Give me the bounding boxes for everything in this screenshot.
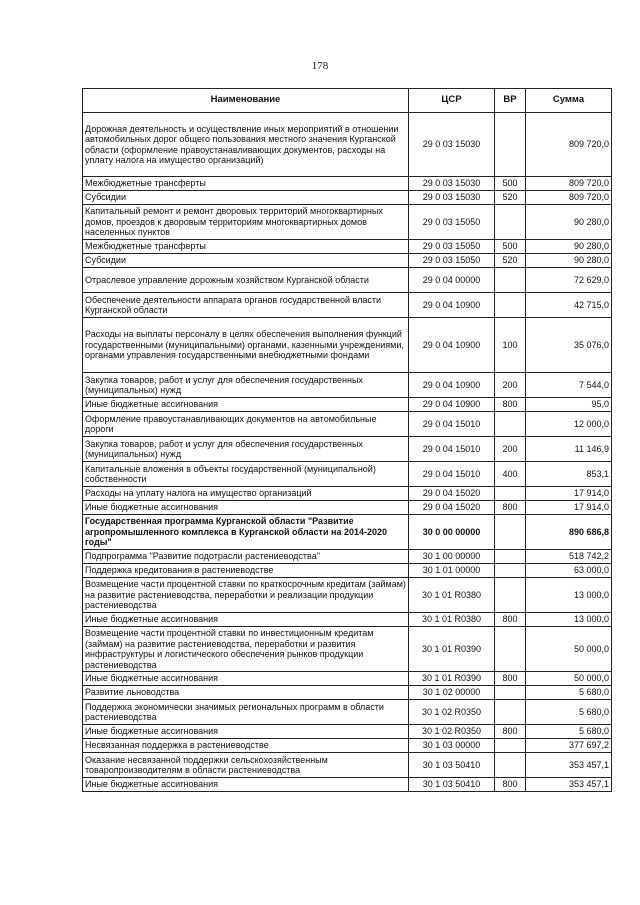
table-row: [83, 177, 612, 191]
row-vr: [495, 564, 526, 578]
row-csr: 29 0 03 15030: [409, 191, 495, 205]
row-name: Иные бюджетные ассигнования: [83, 672, 409, 686]
row-csr: 30 1 03 00000: [409, 739, 495, 753]
row-sum: 809 720,0: [526, 177, 612, 191]
row-csr: 29 0 04 15010: [409, 462, 495, 487]
row-vr: [495, 412, 526, 437]
row-csr: 30 1 01 R0380: [409, 578, 495, 613]
table-row: [83, 739, 612, 753]
row-csr: 30 1 03 50410: [409, 778, 495, 792]
row-name: Поддержка экономически значимых региональных программ в области растениеводства: [83, 700, 409, 725]
row-vr: 500: [495, 240, 526, 254]
row-name: Возмещение части процентной ставки по инвестиционным кредитам (займам) на развитие растениеводства, переработки и развития инфраструктуры и логистического обеспечения рынков продукции растениеводства: [83, 627, 409, 672]
row-vr: 520: [495, 191, 526, 205]
row-name: Дорожная деятельность и осуществление иных мероприятий в отношении автомобильных дорог общего пользования местного значения Курганской области (оформление правоустанавливающих документов, расходы на уплату налога на имущество организаций): [83, 113, 409, 177]
header-csr: ЦСР: [409, 89, 495, 113]
row-vr: [495, 550, 526, 564]
row-csr: 29 0 04 10900: [409, 373, 495, 398]
row-sum: 13 000,0: [526, 613, 612, 627]
table-header: [83, 89, 612, 113]
row-vr: [495, 739, 526, 753]
row-sum: 13 000,0: [526, 578, 612, 613]
row-name: Закупка товаров, работ и услуг для обеспечения государственных (муниципальных) нужд: [83, 437, 409, 462]
row-name: Капитальные вложения в объекты государственной (муниципальной) собственности: [83, 462, 409, 487]
row-sum: 5 680,0: [526, 686, 612, 700]
row-name: Поддержка кредитования в растениеводстве: [83, 564, 409, 578]
row-vr: [495, 627, 526, 672]
table-row: [83, 753, 612, 778]
row-sum: 72 629,0: [526, 268, 612, 293]
row-csr: 29 0 04 15010: [409, 437, 495, 462]
row-name: Оказание несвязанной поддержки сельскохозяйственным товаропроизводителям в области растениеводства: [83, 753, 409, 778]
row-vr: [495, 113, 526, 177]
row-sum: 90 280,0: [526, 205, 612, 240]
table-row: [83, 550, 612, 564]
row-sum: 50 000,0: [526, 672, 612, 686]
row-csr: 30 1 02 R0350: [409, 725, 495, 739]
table-row: [83, 686, 612, 700]
row-vr: 800: [495, 672, 526, 686]
row-csr: 29 0 04 10900: [409, 318, 495, 373]
row-name: Межбюджетные трансферты: [83, 240, 409, 254]
row-csr: 29 0 04 00000: [409, 268, 495, 293]
row-vr: 200: [495, 373, 526, 398]
row-name: Возмещение части процентной ставки по краткосрочным кредитам (займам) на развитие растениеводства, переработки и реализации продукции растениеводства: [83, 578, 409, 613]
row-sum: 90 280,0: [526, 240, 612, 254]
row-vr: [495, 515, 526, 550]
row-sum: 11 146,9: [526, 437, 612, 462]
row-csr: 29 0 03 15030: [409, 113, 495, 177]
row-vr: [495, 268, 526, 293]
row-vr: 100: [495, 318, 526, 373]
table-row: [83, 672, 612, 686]
row-name: Расходы на выплаты персоналу в целях обеспечения выполнения функций государственными (муниципальными) органами, казенными учреждениями, органами управления государственными внебюджетными фондами: [83, 318, 409, 373]
row-sum: 518 742,2: [526, 550, 612, 564]
row-sum: 809 720,0: [526, 113, 612, 177]
row-sum: 42 715,0: [526, 293, 612, 318]
row-sum: 90 280,0: [526, 254, 612, 268]
row-name: Субсидии: [83, 254, 409, 268]
table-row: [83, 487, 612, 501]
row-vr: 800: [495, 725, 526, 739]
table-row: [83, 412, 612, 437]
row-csr: 30 1 00 00000: [409, 550, 495, 564]
table-row: [83, 578, 612, 613]
row-name: Иные бюджетные ассигнования: [83, 613, 409, 627]
row-csr: 29 0 04 15020: [409, 487, 495, 501]
row-sum: 95,0: [526, 398, 612, 412]
table-row: [83, 191, 612, 205]
row-sum: 17 914,0: [526, 501, 612, 515]
row-csr: 29 0 03 15050: [409, 254, 495, 268]
row-csr: 30 1 03 50410: [409, 753, 495, 778]
row-sum: 7 544,0: [526, 373, 612, 398]
row-vr: 400: [495, 462, 526, 487]
row-vr: 500: [495, 177, 526, 191]
row-sum: 377 697,2: [526, 739, 612, 753]
table-row: [83, 318, 612, 373]
row-name: Иные бюджетные ассигнования: [83, 725, 409, 739]
table-row: [83, 437, 612, 462]
row-vr: [495, 293, 526, 318]
table-row: [83, 205, 612, 240]
row-vr: 800: [495, 501, 526, 515]
row-sum: 853,1: [526, 462, 612, 487]
table-row: [83, 293, 612, 318]
row-vr: [495, 205, 526, 240]
row-csr: 30 1 02 R0350: [409, 700, 495, 725]
row-csr: 29 0 03 15030: [409, 177, 495, 191]
header-name: Наименование: [83, 89, 409, 113]
row-name: Иные бюджетные ассигнования: [83, 501, 409, 515]
header-row: [83, 89, 612, 113]
row-sum: 890 686,8: [526, 515, 612, 550]
row-name: Субсидии: [83, 191, 409, 205]
row-csr: 30 1 01 R0380: [409, 613, 495, 627]
row-sum: 63 000,0: [526, 564, 612, 578]
table-row: [83, 613, 612, 627]
row-name: Межбюджетные трансферты: [83, 177, 409, 191]
table-row: [83, 240, 612, 254]
row-vr: 800: [495, 778, 526, 792]
page-number: 178: [311, 60, 329, 72]
row-name: Капитальный ремонт и ремонт дворовых территорий многоквартирных домов, проездов к дворовым территориям многоквартирных домов населенных пунктов: [83, 205, 409, 240]
row-sum: 5 680,0: [526, 700, 612, 725]
row-name: Отраслевое управление дорожным хозяйством Курганской области: [83, 268, 409, 293]
row-name: Подпрограмма "Развитие подотрасли растениеводства": [83, 550, 409, 564]
row-csr: 30 1 01 00000: [409, 564, 495, 578]
budget-table: [82, 88, 612, 792]
row-name: Обеспечение деятельности аппарата органов государственной власти Курганской области: [83, 293, 409, 318]
table-row: [83, 700, 612, 725]
row-sum: 353 457,1: [526, 753, 612, 778]
row-csr: 29 0 04 10900: [409, 398, 495, 412]
table-row: [83, 462, 612, 487]
row-csr: 29 0 03 15050: [409, 240, 495, 254]
row-name: Иные бюджетные ассигнования: [83, 778, 409, 792]
row-name: Расходы на уплату налога на имущество организаций: [83, 487, 409, 501]
row-csr: 30 1 01 R0390: [409, 672, 495, 686]
row-csr: 29 0 04 15010: [409, 412, 495, 437]
row-sum: 353 457,1: [526, 778, 612, 792]
row-csr: 30 1 02 00000: [409, 686, 495, 700]
row-sum: 35 076,0: [526, 318, 612, 373]
row-name: Закупка товаров, работ и услуг для обеспечения государственных (муниципальных) нужд: [83, 373, 409, 398]
row-vr: 800: [495, 398, 526, 412]
row-vr: 520: [495, 254, 526, 268]
row-sum: 809 720,0: [526, 191, 612, 205]
row-vr: [495, 686, 526, 700]
row-csr: 30 1 01 R0390: [409, 627, 495, 672]
table-row: [83, 373, 612, 398]
table-row: [83, 778, 612, 792]
table-body: [83, 113, 612, 792]
row-name: Несвязанная поддержка в растениеводстве: [83, 739, 409, 753]
row-vr: 800: [495, 613, 526, 627]
header-vr: ВР: [495, 89, 526, 113]
row-sum: 12 000,0: [526, 412, 612, 437]
table-row: [83, 268, 612, 293]
row-vr: [495, 700, 526, 725]
table-row: [83, 501, 612, 515]
row-vr: [495, 753, 526, 778]
row-sum: 50 000,0: [526, 627, 612, 672]
table-row: [83, 627, 612, 672]
row-sum: 5 680,0: [526, 725, 612, 739]
row-vr: [495, 487, 526, 501]
row-name: Иные бюджетные ассигнования: [83, 398, 409, 412]
table-row: [83, 113, 612, 177]
row-csr: 29 0 04 15020: [409, 501, 495, 515]
row-vr: 200: [495, 437, 526, 462]
row-csr: 30 0 00 00000: [409, 515, 495, 550]
row-sum: 17 914,0: [526, 487, 612, 501]
row-name: Государственная программа Курганской области "Развитие агропромышленного комплекса в Курганской области на 2014-2020 годы": [83, 515, 409, 550]
table-row: [83, 254, 612, 268]
row-name: Оформление правоустанавливающих документов на автомобильные дороги: [83, 412, 409, 437]
row-name: Развитие льноводства: [83, 686, 409, 700]
table-row: [83, 564, 612, 578]
row-vr: [495, 578, 526, 613]
table-row: [83, 515, 612, 550]
row-csr: 29 0 04 10900: [409, 293, 495, 318]
header-sum: Сумма: [526, 89, 612, 113]
row-csr: 29 0 03 15050: [409, 205, 495, 240]
table-row: [83, 398, 612, 412]
table-row: [83, 725, 612, 739]
